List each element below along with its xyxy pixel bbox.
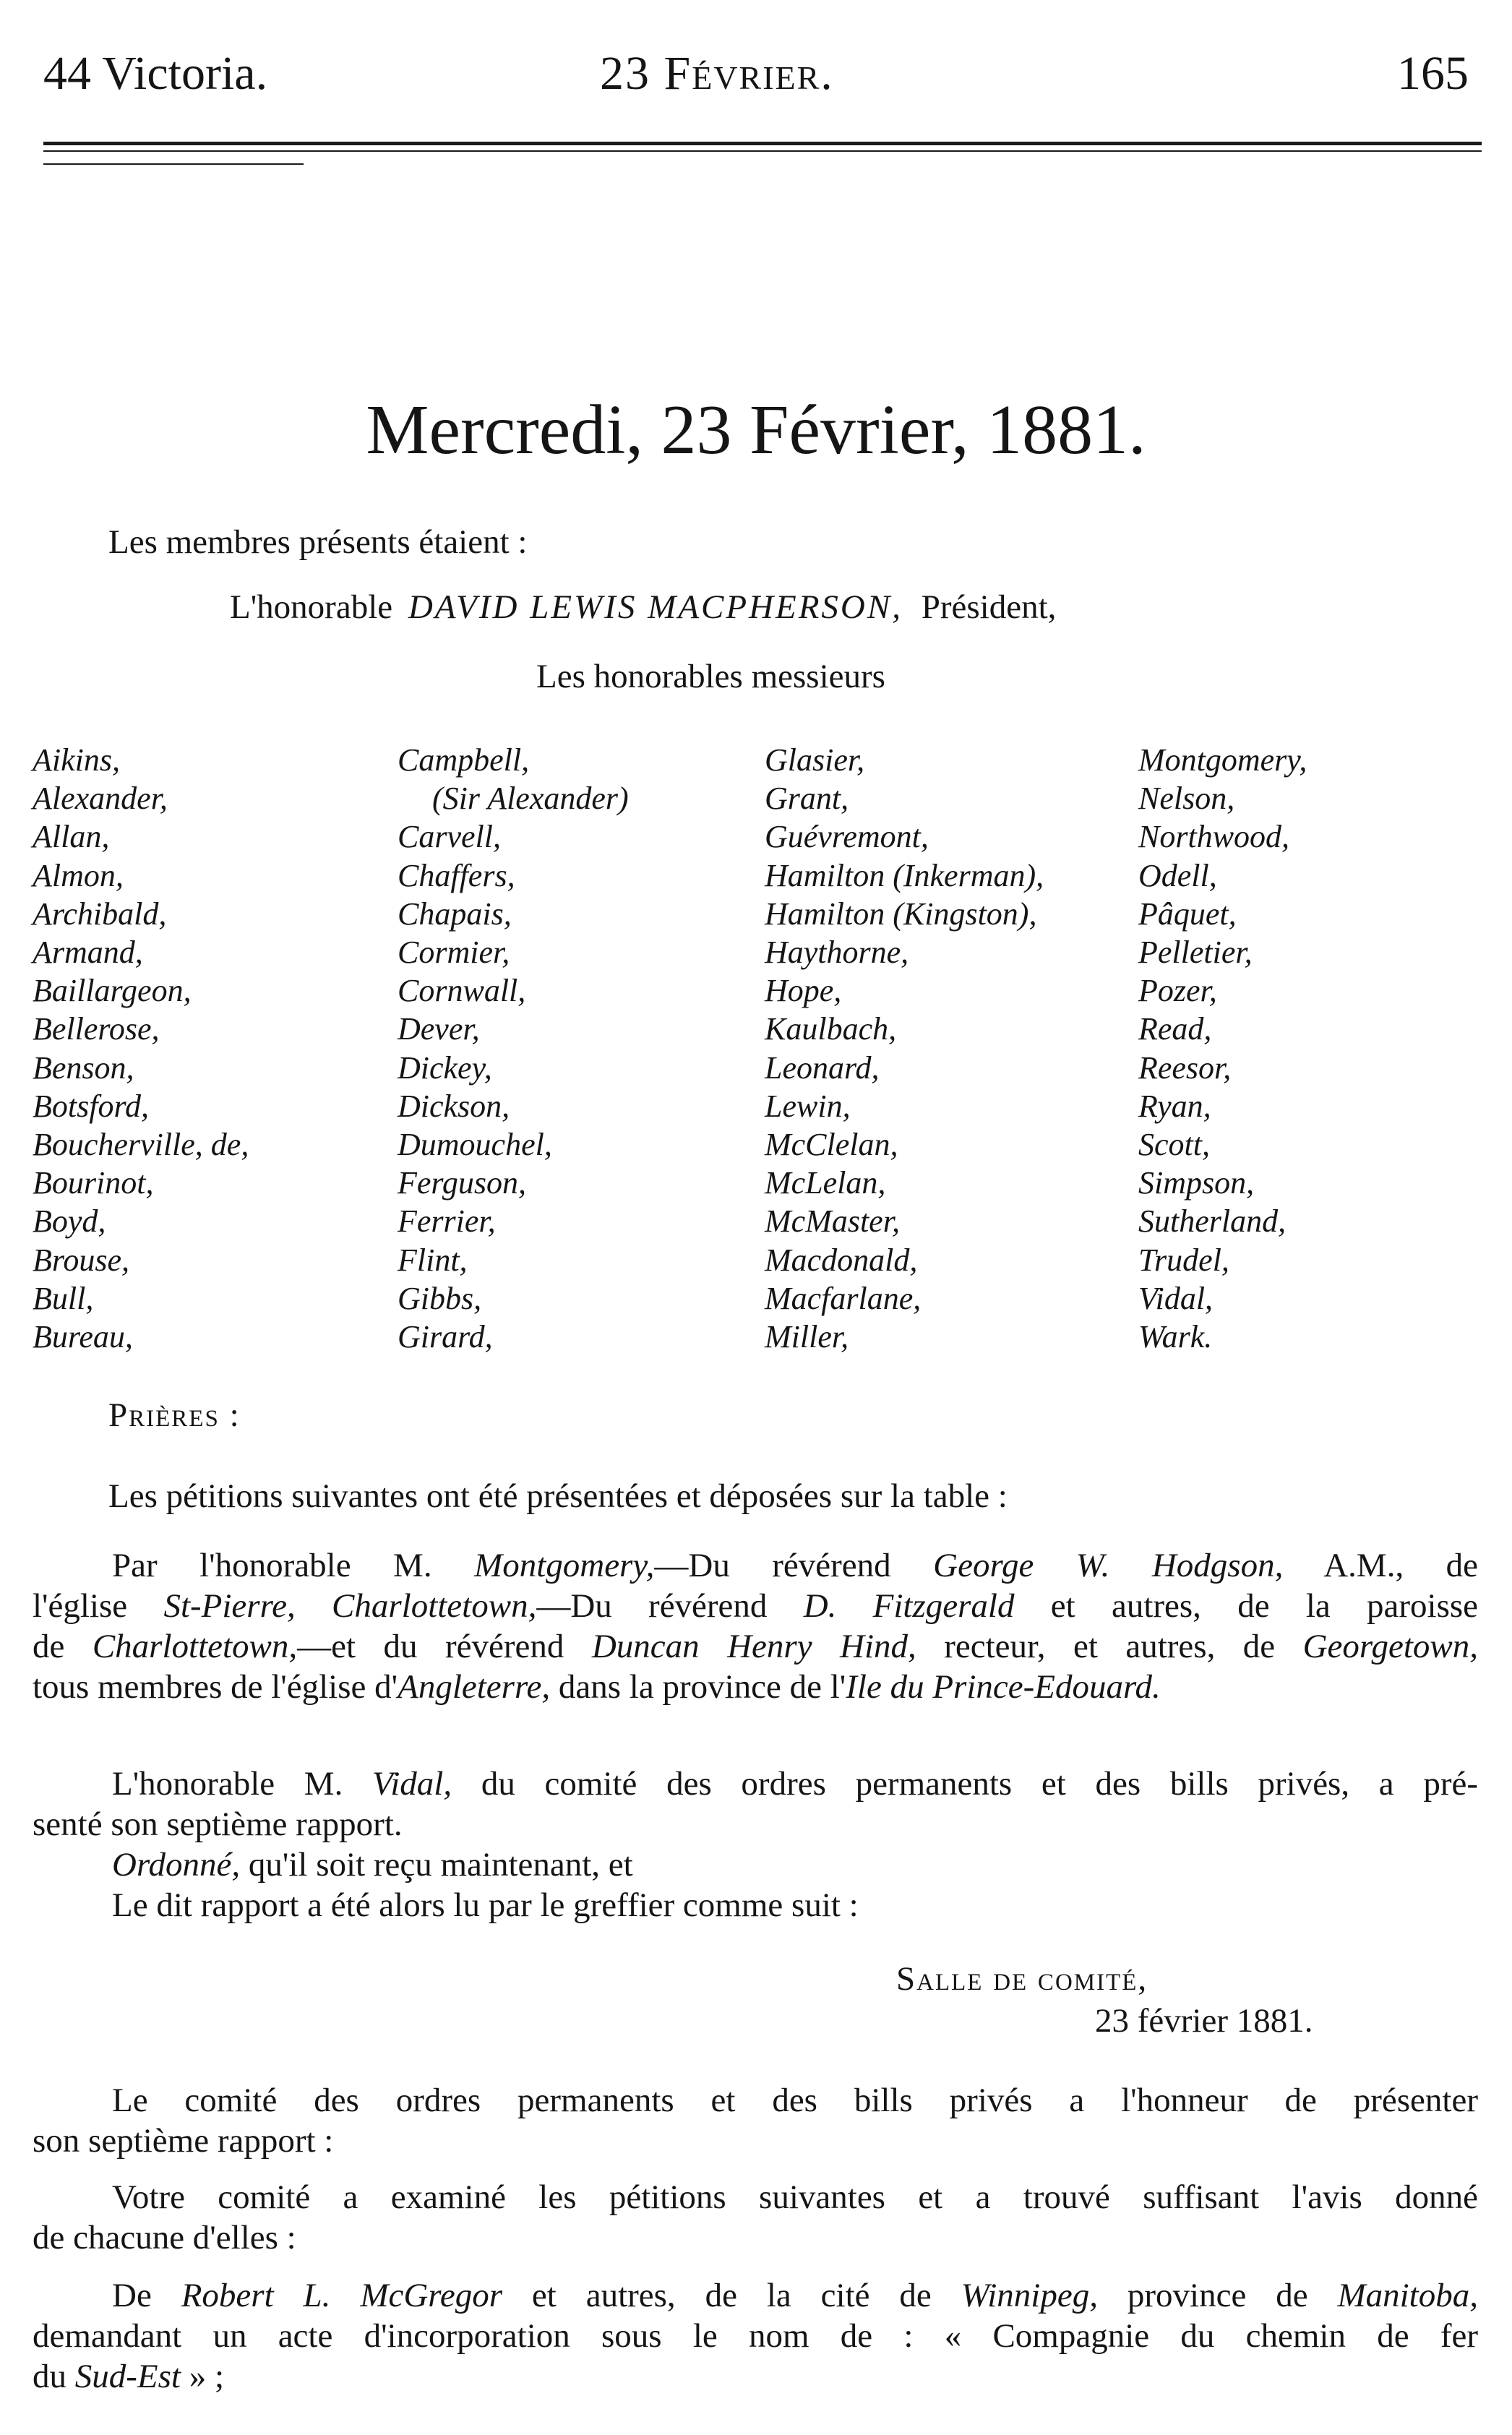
senator-name: Alexander, [33, 781, 168, 817]
senator-name: Sutherland, [1138, 1203, 1287, 1240]
senator-name: Dever, [398, 1011, 480, 1047]
examine-paragraph [33, 2177, 1478, 2258]
mcgregor-paragraph [33, 2275, 1478, 2397]
messieurs-line: Les honorables messieurs [536, 658, 885, 695]
mcgregor-line-3: du Sud-Est » ; [33, 2358, 225, 2395]
senator-name: Ryan, [1138, 1088, 1211, 1124]
senator-name: Macdonald, [765, 1242, 918, 1278]
header-rule-thick [43, 142, 1482, 145]
mcgregor-line-1: De Robert L. McGregor et autres, de la cité de Winnipeg, province de Manitoba, [112, 2277, 1478, 2314]
petitions-intro: Les pétitions suivantes ont été présentées et déposées sur la table : [108, 1477, 1008, 1515]
senator-name: Benson, [33, 1049, 134, 1086]
senator-name: Vidal, [1138, 1280, 1214, 1316]
senator-name: Botsford, [33, 1088, 149, 1124]
examine-line-1: Votre comité a examiné les pétitions suivantes et a trouvé suffisant l'avis donné [112, 2178, 1478, 2216]
senator-name: Wark. [1138, 1319, 1213, 1355]
senator-name: Macfarlane, [765, 1280, 922, 1316]
senator-name: Montgomery, [1138, 742, 1307, 778]
senator-name: Almon, [33, 857, 124, 893]
senator-name: Pâquet, [1138, 896, 1237, 932]
senator-name: Bureau, [33, 1319, 133, 1355]
senator-name: Chapais, [398, 896, 512, 932]
senator-name: McMaster, [765, 1203, 900, 1240]
senator-name: Baillargeon, [33, 973, 192, 1009]
senator-name: Grant, [765, 781, 849, 817]
senator-name: Dickey, [398, 1049, 492, 1086]
senator-name: Nelson, [1138, 781, 1235, 817]
senators-column-2 [398, 741, 629, 1356]
senator-name: Guévremont, [765, 819, 929, 855]
senator-name: Bourinot, [33, 1165, 154, 1201]
page-title: Mercredi, 23 Février, 1881. [366, 391, 1146, 469]
senator-name: Miller, [765, 1319, 849, 1355]
senator-name: Allan, [33, 819, 110, 855]
petition-line-2: l'église St-Pierre, Charlottetown,—Du révérend D. Fitzgerald et autres, de la paroisse [33, 1587, 1479, 1625]
senator-name: Ferguson, [398, 1165, 527, 1201]
senator-name: Lewin, [765, 1088, 851, 1124]
report-intro-paragraph [33, 2080, 1478, 2161]
senator-name: Boyd, [33, 1203, 106, 1240]
senator-name: Hamilton (Kingston), [765, 896, 1037, 932]
examine-line-2: de chacune d'elles : [33, 2219, 296, 2256]
petition-line-4: tous membres de l'église d'Angleterre, dans la province de l'Ile du Prince-Edouard. [33, 1668, 1161, 1706]
header-rule-short [43, 163, 304, 165]
members-intro: Les membres présents étaient : [108, 523, 528, 561]
senator-name: Pozer, [1138, 973, 1217, 1009]
president-role: Président, [921, 588, 1057, 626]
senator-name: Hamilton (Inkerman), [765, 857, 1044, 893]
president-prefix: L'honorable [230, 588, 393, 626]
vidal-line-4: Le dit rapport a été alors lu par le greffier comme suit : [112, 1886, 859, 1924]
senator-name: Bull, [33, 1280, 94, 1316]
senator-name: Pelletier, [1138, 935, 1253, 971]
senator-name: Reesor, [1138, 1049, 1232, 1086]
senator-name: Dumouchel, [398, 1127, 552, 1163]
senator-name: Leonard, [765, 1049, 880, 1086]
senator-name: Northwood, [1138, 819, 1290, 855]
senator-name: Trudel, [1138, 1242, 1229, 1278]
mcgregor-line-2: demandant un acte d'incorporation sous le nom de : « Compagnie du chemin de fer [33, 2317, 1478, 2355]
senator-name: Cornwall, [398, 973, 526, 1009]
page-number: 165 [1397, 47, 1469, 100]
senator-name: Odell, [1138, 857, 1217, 893]
petition-line-3: de Charlottetown,—et du révérend Duncan Henry Hind, recteur, et autres, de Georgetown, [33, 1628, 1478, 1665]
president-line [230, 587, 1056, 627]
senator-name: Carvell, [398, 819, 501, 855]
vidal-line-1: L'honorable M. Vidal, du comité des ordres permanents et des bills privés, a pré- [112, 1765, 1478, 1803]
senator-name: Scott, [1138, 1127, 1210, 1163]
senator-name: Campbell, [398, 742, 530, 778]
senator-name: Armand, [33, 935, 143, 971]
senator-name: Chaffers, [398, 857, 515, 893]
senator-name: Simpson, [1138, 1165, 1255, 1201]
vidal-paragraph [33, 1764, 1478, 1925]
report-date: 23 février 1881. [1095, 2002, 1313, 2040]
senator-name: Kaulbach, [765, 1011, 897, 1047]
senator-name: Girard, [398, 1319, 493, 1355]
senators-column-4 [1138, 741, 1307, 1356]
senator-name: Dickson, [398, 1088, 510, 1124]
senators-column-3 [765, 741, 1044, 1356]
report-intro-line-2: son septième rapport : [33, 2122, 334, 2160]
senator-name: Ferrier, [398, 1203, 496, 1240]
senator-name: (Sir Alexander) [432, 781, 629, 817]
vidal-line-3: Ordonné, qu'il soit reçu maintenant, et [112, 1846, 633, 1884]
senator-name: Read, [1138, 1011, 1212, 1047]
report-intro-line-1: Le comité des ordres permanents et des bills privés a l'honneur de présenter [112, 2082, 1478, 2119]
senator-name: Gibbs, [398, 1280, 482, 1316]
senator-name: McClelan, [765, 1127, 898, 1163]
running-header-date: 23 Février. [600, 47, 834, 100]
petition-line-1: Par l'honorable M. Montgomery,—Du révérend George W. Hodgson, A.M., de [112, 1547, 1479, 1584]
senator-name: Flint, [398, 1242, 468, 1278]
senator-name: Boucherville, de, [33, 1127, 249, 1163]
senator-name: Aikins, [33, 742, 120, 778]
senators-column-1 [33, 741, 249, 1356]
senator-name: McLelan, [765, 1165, 886, 1201]
senator-name: Bellerose, [33, 1011, 160, 1047]
senator-name: Hope, [765, 973, 842, 1009]
senator-name: Glasier, [765, 742, 865, 778]
president-name: DAVID LEWIS MACPHERSON, [408, 588, 903, 626]
senator-name: Cormier, [398, 935, 510, 971]
salle-de-comite: Salle de comité, [896, 1960, 1148, 1998]
senator-name: Brouse, [33, 1242, 130, 1278]
senator-name: Archibald, [33, 896, 167, 932]
running-header-left: 44 Victoria. [43, 47, 268, 100]
senator-name: Haythorne, [765, 935, 909, 971]
header-rule-thin [43, 150, 1482, 152]
petition-paragraph [33, 1545, 1478, 1707]
prieres-heading: Prières : [108, 1396, 241, 1434]
vidal-line-2: senté son septième rapport. [33, 1805, 403, 1843]
